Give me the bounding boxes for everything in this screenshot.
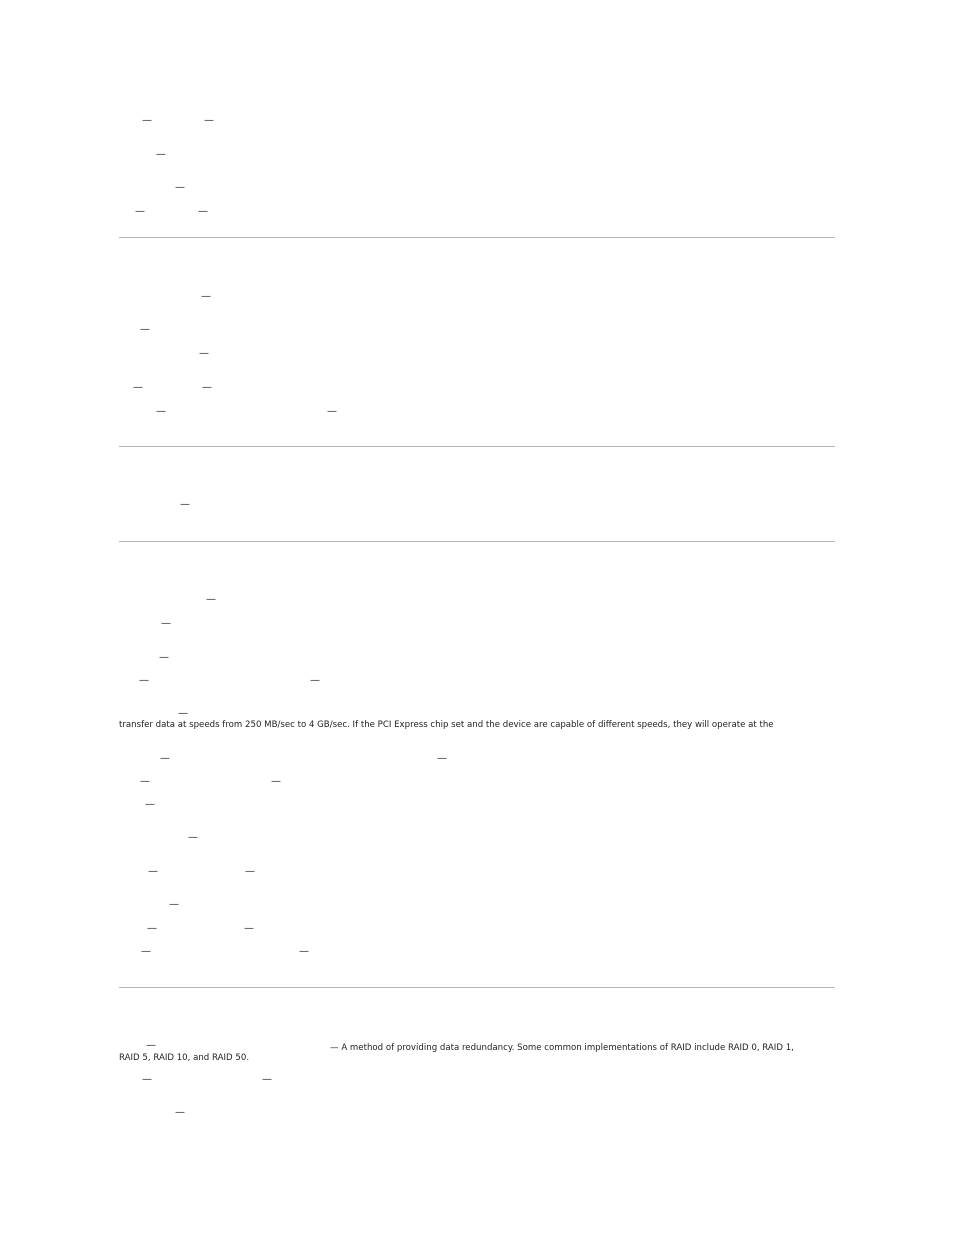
em-dash: — [327,406,337,417]
em-dash: — [178,708,188,719]
em-dash: — [437,753,447,764]
em-dash: — [180,499,190,510]
raid-text-line-2: RAID 5, RAID 10, and RAID 50. [119,1053,250,1063]
section-divider [119,541,835,542]
em-dash: — [139,675,149,686]
em-dash: — [141,946,151,957]
em-dash: — [271,776,281,787]
em-dash: — [175,1107,185,1118]
em-dash: — [206,594,216,605]
em-dash: — [199,348,209,359]
section-divider [119,237,835,238]
em-dash: — [245,866,255,877]
em-dash: — [159,652,169,663]
section-divider [119,987,835,988]
em-dash: — [142,115,152,126]
em-dash: — [142,1074,152,1085]
em-dash: — [204,115,214,126]
em-dash: — [299,946,309,957]
em-dash: — [262,1074,272,1085]
em-dash: — [146,1040,156,1051]
em-dash: — [244,923,254,934]
em-dash: — [198,206,208,217]
em-dash: — [140,776,150,787]
em-dash: — [133,382,143,393]
em-dash: — [175,182,185,193]
em-dash: — [169,899,179,910]
em-dash: — [161,618,171,629]
em-dash: — [188,832,198,843]
em-dash: — [140,324,150,335]
em-dash: — [201,291,211,302]
em-dash: — [156,149,166,160]
pci-express-text: transfer data at speeds from 250 MB/sec to 4 GB/sec. If the PCI Express chip set and the device are capable of different speeds, they will operate at the [119,720,774,730]
em-dash: — [135,206,145,217]
em-dash: — [160,753,170,764]
raid-text-line-1: — A method of providing data redundancy. Some common implementations of RAID include RAID 0, RAID 1, [330,1043,794,1053]
em-dash: — [202,382,212,393]
section-divider [119,446,835,447]
em-dash: — [310,675,320,686]
em-dash: — [145,799,155,810]
em-dash: — [147,923,157,934]
em-dash: — [148,866,158,877]
em-dash: — [156,406,166,417]
